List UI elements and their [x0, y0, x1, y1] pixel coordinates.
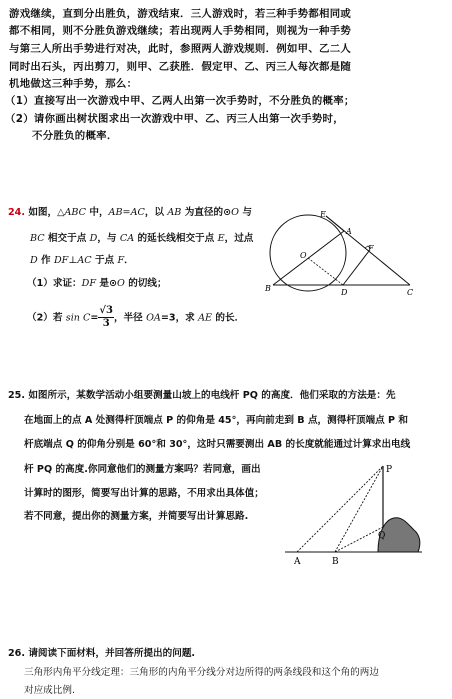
question-number: 26.	[8, 648, 25, 659]
label-p: P	[386, 465, 393, 475]
label-e: E	[320, 210, 326, 219]
text-line: 同时出石头，丙出剪刀，则甲、乙获胜．假定甲、乙、丙三人每次都是随	[9, 61, 352, 73]
line-ea	[326, 216, 344, 231]
question-25-line-3: 杆底端点 Q 的仰角分别是 60°和 30°，这时只需要测出 AB 的长度就能通过计算求出电线	[24, 439, 411, 450]
question-24-line-1: 24. 如图，△ABC 中，AB=AC，以 AB 为直径的⊙O 与	[8, 207, 252, 218]
text-line: 与第三人所出手势进行对决，此时，参照两人游戏规则．例如甲、乙二人	[9, 43, 352, 55]
circle-o	[270, 215, 346, 291]
question-24-part-2: （2）若 sin C= $\frac{√3}{3}$ ，半径 OA=3，求 AE 的长．	[27, 305, 245, 329]
question-24-line-2: BC 相交于点 D，与 CA 的延长线相交于点 E，过点	[30, 233, 254, 244]
question-26-line-2: 三角形内角平分线定理：三角形的内角平分线分对边所得的两条线段和这个角的两边	[24, 667, 379, 678]
pole-measurement-figure	[280, 458, 430, 573]
sub-question-2: （2）请你画出树状图求出一次游戏中甲、乙、丙三人出第一次手势时，	[5, 113, 344, 125]
question-24-line-3: D 作 DF⊥AC 于点 F．	[30, 255, 134, 266]
question-26-line-3: 对应成比例.	[24, 685, 76, 696]
sight-b-p	[335, 466, 386, 552]
sqrt3-over-3-fraction: $\frac{√3}{3}$	[99, 305, 113, 329]
question-25-line-2: 在地面上的点 A 处测得杆顶端点 P 的仰角是 45°，再向前走到 B 点，测得杆顶端点 P 和	[24, 415, 409, 426]
label-q: Q	[378, 531, 386, 541]
text-line: 游戏继续，直到分出胜负，游戏结束．三人游戏时，若三种手势都相同或	[9, 8, 352, 20]
label-d: D	[341, 288, 348, 297]
question-25-line-5: 计算时的图形，简要写出计算的思路，不用求出具体值；	[24, 488, 264, 499]
label-a: A	[346, 227, 352, 236]
label-f: F	[368, 244, 374, 253]
label-o: O	[300, 251, 307, 260]
question-number: 25.	[8, 390, 25, 401]
question-25-line-4: 杆 PQ 的高度.你同意他们的测量方案吗？若同意，画出	[24, 464, 261, 475]
text-line: 都不相同，则不分胜负游戏继续；若出现两人手势相同，则视为一种手势	[9, 25, 352, 37]
label-b: B	[265, 284, 271, 293]
label-c: C	[407, 288, 414, 297]
sight-a-p	[297, 466, 386, 552]
question-25-line-1: 25. 如图所示，某数学活动小组要测量山坡上的电线杆 PQ 的高度．他们采取的方法是：先	[8, 390, 396, 401]
circle-triangle-figure	[262, 203, 424, 303]
question-26-line-1: 26. 请阅读下面材料，并回答所提出的问题.	[8, 648, 196, 659]
question-25-line-6: 若不同意，提出你的测量方案，并简要写出计算思路.	[24, 511, 249, 522]
line-od	[308, 258, 343, 285]
sub-question-1: （1）直接写出一次游戏中甲、乙两人出第一次手势时，不分胜负的概率；	[5, 95, 355, 107]
line-df	[343, 251, 369, 285]
question-number: 24.	[8, 207, 25, 218]
label-b: B	[332, 557, 339, 567]
question-24-part-1: （1）求证：DF 是⊙O 的切线；	[27, 278, 167, 289]
text-line: 机地做这三种手势，那么：	[9, 78, 138, 90]
sub-question-2-cont: 不分胜负的概率．	[32, 130, 118, 142]
label-a: A	[294, 557, 301, 567]
